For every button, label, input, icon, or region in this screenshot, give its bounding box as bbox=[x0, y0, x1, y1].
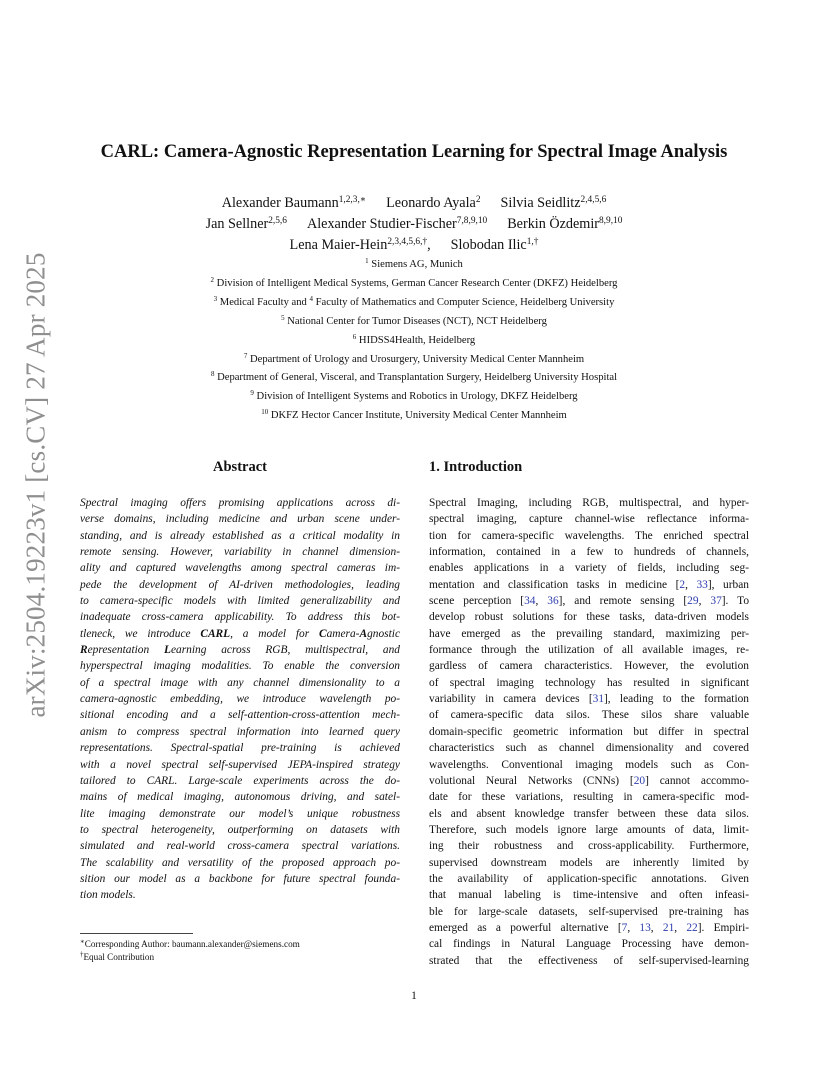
introduction-line: supervised downstream models are inherently limited by bbox=[429, 856, 749, 869]
affiliation-line bbox=[60, 369, 768, 388]
affiliation-text: Division of Intelligent Medical Systems, German Cancer Research Center (DKFZ) Heidelberg bbox=[214, 277, 618, 289]
abstract-line: camera-agnostic embedding, we introduce wavelength po- bbox=[80, 693, 400, 706]
affiliation-marker: 9 bbox=[250, 389, 254, 398]
abstract-line: lite imaging demonstrate our model’s unique robustness bbox=[80, 807, 400, 820]
affiliation-marker: 7 bbox=[243, 351, 248, 360]
affiliation-marker: 6 bbox=[352, 332, 357, 341]
introduction-line: ble for large-scale datasets, self-supervised pre-training has bbox=[429, 905, 749, 918]
introduction-line: characteristics such as channel dimensionality and covered bbox=[429, 742, 749, 755]
abstract-line: with a novel spectral self-supervised JEPA-inspired strategy bbox=[80, 758, 400, 771]
introduction-line: of camera-specific data silos. These silos share valuable bbox=[429, 709, 749, 722]
introduction-line: variability in camera devices [31], leading to the formation bbox=[429, 693, 749, 706]
page-number: 1 bbox=[411, 990, 417, 1002]
author-name: Slobodan Ilic bbox=[450, 237, 527, 253]
introduction-line: Therefore, such models ignore large amounts of data, limit- bbox=[429, 823, 749, 836]
affiliation-marker: 8 bbox=[210, 370, 215, 379]
abstract-line: hyperspectral imaging modalities. To enable the conversion bbox=[80, 660, 400, 673]
abstract-line: ality and captured wavelengths among spectral cameras im- bbox=[80, 562, 400, 575]
author-affiliation-marker: 2,3,4,5,6,† bbox=[387, 236, 428, 247]
introduction-line: formance through the utilization of all available images, re- bbox=[429, 644, 749, 657]
abstract-line: mains of medical imaging, autonomous driving, and satel- bbox=[80, 791, 400, 804]
footnote-corresponding-author bbox=[80, 938, 300, 951]
abstract-line: to spectral heterogeneity, outperforming on datasets with bbox=[80, 823, 400, 836]
abstract-line: verse domains, including medicine and urban scene under- bbox=[80, 513, 400, 526]
author-row bbox=[60, 214, 768, 235]
abstract-line: The scalability and versatility of the proposed approach po- bbox=[80, 856, 400, 869]
author-row bbox=[60, 235, 768, 256]
affiliation-marker: 5 bbox=[281, 313, 285, 322]
affiliation-marker: 1 bbox=[365, 257, 369, 266]
introduction-line: wavelengths. Conventional imaging models such as Con- bbox=[429, 758, 749, 771]
footnote-text: Equal Contribution bbox=[83, 952, 155, 962]
affiliation-list bbox=[60, 256, 768, 426]
affiliation-line bbox=[60, 407, 768, 426]
affiliation-text: Siemens AG, Munich bbox=[368, 259, 463, 270]
footnote-text: Corresponding Author: baumann.alexander@siemens.com bbox=[84, 939, 300, 949]
introduction-line: gardless of camera characteristics. However, the evolution bbox=[429, 660, 749, 673]
abstract-line: tion models. bbox=[80, 889, 136, 902]
footnote-marker: ∗ bbox=[80, 938, 85, 946]
abstract-line: inadequate cross-camera applicability. To address this bot- bbox=[80, 611, 400, 624]
introduction-body bbox=[429, 495, 749, 969]
affiliation-text: HIDSS4Health, Heidelberg bbox=[356, 334, 476, 346]
affiliation-marker: 2 bbox=[210, 276, 215, 285]
author-separator-comma: , bbox=[427, 237, 431, 253]
abstract-line: standing, and is already established as a critical modality in bbox=[80, 529, 400, 542]
affiliation-line bbox=[60, 256, 768, 275]
footnote-equal-contribution bbox=[80, 951, 154, 964]
affiliation-line bbox=[60, 294, 768, 313]
author-name: Lena Maier-Hein bbox=[289, 237, 388, 253]
affiliation-line bbox=[60, 313, 768, 332]
author-name: Alexander Studier-Fischer bbox=[306, 216, 457, 232]
introduction-line: information, contained in a few to hundreds of channels, bbox=[429, 546, 749, 559]
author-affiliation-marker: 2,4,5,6 bbox=[580, 194, 607, 205]
abstract-line: Spectral imaging offers promising applications across di- bbox=[80, 497, 400, 509]
abstract-line: pede the development of AI-driven methodologies, leading bbox=[80, 578, 400, 591]
affiliation-text: Department of Urology and Urosurgery, University Medical Center Mannheim bbox=[247, 353, 585, 365]
abstract-line: sitional encoding and a self-attention-cross-attention mech- bbox=[80, 709, 400, 722]
footnote-marker: † bbox=[80, 951, 84, 959]
introduction-line: strated that the effectiveness of self-supervised-learning bbox=[429, 954, 749, 967]
author-affiliation-marker: 2 bbox=[475, 194, 481, 205]
affiliation-text: Department of General, Visceral, and Transplantation Surgery, Heidelberg University Hospital bbox=[214, 372, 618, 384]
author-name: Leonardo Ayala bbox=[386, 195, 476, 211]
introduction-line: that manual labeling is time-intensive and often infeasi- bbox=[429, 889, 749, 902]
introduction-line: volutional Neural Networks (CNNs) [20] cannot accommo- bbox=[429, 774, 749, 787]
introduction-line: mentation and classification tasks in medicine [2, 33], urban bbox=[429, 578, 749, 591]
affiliation-marker: 3 bbox=[213, 294, 218, 303]
introduction-line: Spectral Imaging, including RGB, multispectral, and hyper- bbox=[429, 497, 749, 509]
arxiv-identifier-text: arXiv:2504.19223v1 [cs.CV] 27 Apr 2025 bbox=[20, 252, 51, 718]
affiliation-text: Division of Intelligent Systems and Robotics in Urology, DKFZ Heidelberg bbox=[253, 391, 578, 403]
introduction-line: date for these variations, resulting in camera-specific mod- bbox=[429, 791, 749, 804]
abstract-line: tailored to CARL. Large-scale experiments across the do- bbox=[80, 774, 400, 787]
introduction-line: enables applications in a variety of fields, including seg- bbox=[429, 562, 749, 575]
abstract-heading: Abstract bbox=[213, 459, 267, 475]
author-name: Jan Sellner bbox=[205, 216, 269, 232]
abstract-body bbox=[80, 495, 400, 904]
introduction-line: tion for camera-specific wavelengths. The enriched spectral bbox=[429, 529, 749, 542]
affiliation-line bbox=[60, 332, 768, 351]
introduction-line: scene perception [34, 36], and remote sensing [29, 37]. To bbox=[429, 595, 750, 608]
author-name: Alexander Baumann bbox=[221, 195, 339, 211]
introduction-line: cal findings in Natural Language Processing have demon- bbox=[429, 938, 749, 951]
affiliation-line bbox=[60, 275, 768, 294]
affiliation-text: DKFZ Hector Cancer Institute, University Medical Center Mannheim bbox=[268, 410, 567, 422]
abstract-line: Representation Learning across RGB, multispectral, and bbox=[80, 644, 400, 657]
affiliation-text: Faculty of Mathematics and Computer Science, Heidelberg University bbox=[313, 296, 615, 308]
abstract-line: simulated and real-world cross-camera spectral variations. bbox=[80, 840, 400, 853]
abstract-line: anism to compress spectral information into learned query bbox=[80, 725, 400, 738]
author-affiliation-marker: 8,9,10 bbox=[599, 215, 623, 226]
introduction-heading: 1. Introduction bbox=[429, 459, 523, 475]
affiliation-marker: 10 bbox=[261, 408, 269, 417]
abstract-line: sition our model as a backbone for future spectral founda- bbox=[80, 872, 400, 885]
abstract-line: remote sensing. However, variability in channel dimension- bbox=[80, 546, 400, 559]
author-list bbox=[60, 193, 768, 256]
introduction-line: ing their robustness and cross-applicability. Furthermore, bbox=[429, 840, 749, 853]
arxiv-identifier-stamp bbox=[14, 252, 58, 718]
affiliation-line bbox=[60, 388, 768, 407]
introduction-line: the availability of application-specific annotations. Given bbox=[429, 872, 749, 885]
author-affiliation-marker: 7,8,9,10 bbox=[456, 215, 488, 226]
author-affiliation-marker: 1,2,3,∗ bbox=[338, 194, 367, 205]
introduction-line: emerged as a powerful alternative [7, 13, 21, 22]. Empiri- bbox=[429, 921, 750, 934]
abstract-line: of a spectral image with any channel dimensionality to a bbox=[80, 676, 400, 689]
introduction-line: domain-specific geometric information but differ in spectral bbox=[429, 725, 749, 738]
author-affiliation-marker: 1,† bbox=[526, 236, 539, 247]
affiliation-text: Medical Faculty and bbox=[217, 296, 307, 308]
author-name: Berkin Özdemir bbox=[507, 216, 599, 232]
affiliation-line bbox=[60, 351, 768, 370]
introduction-line: have emerged as the prevailing standard, maximizing per- bbox=[429, 627, 749, 640]
affiliation-text: National Center for Tumor Diseases (NCT), NCT Heidelberg bbox=[284, 315, 547, 327]
introduction-line: spectral imaging, capture channel-wise reflectance informa- bbox=[429, 513, 749, 526]
paper-title: CARL: Camera-Agnostic Representation Learning for Spectral Image Analysis bbox=[100, 142, 728, 162]
author-row bbox=[60, 193, 768, 214]
introduction-line: els and absent knowledge transfer between these data silos. bbox=[429, 807, 749, 820]
introduction-line: develop robust solutions for these tasks, data-driven models bbox=[429, 611, 749, 624]
abstract-line: tleneck, we introduce CARL, a model for Camera-Agnostic bbox=[80, 627, 400, 640]
author-affiliation-marker: 2,5,6 bbox=[268, 215, 287, 226]
footnote-divider bbox=[80, 933, 193, 934]
affiliation-marker: 4 bbox=[309, 294, 314, 303]
abstract-line: representations. Spectral-spatial pre-training is achieved bbox=[80, 742, 400, 755]
author-name: Silvia Seidlitz bbox=[500, 195, 581, 211]
abstract-line: to camera-specific models with limited generalizability and bbox=[80, 595, 400, 608]
introduction-line: of spectral imaging technology has resulted in significant bbox=[429, 676, 749, 689]
